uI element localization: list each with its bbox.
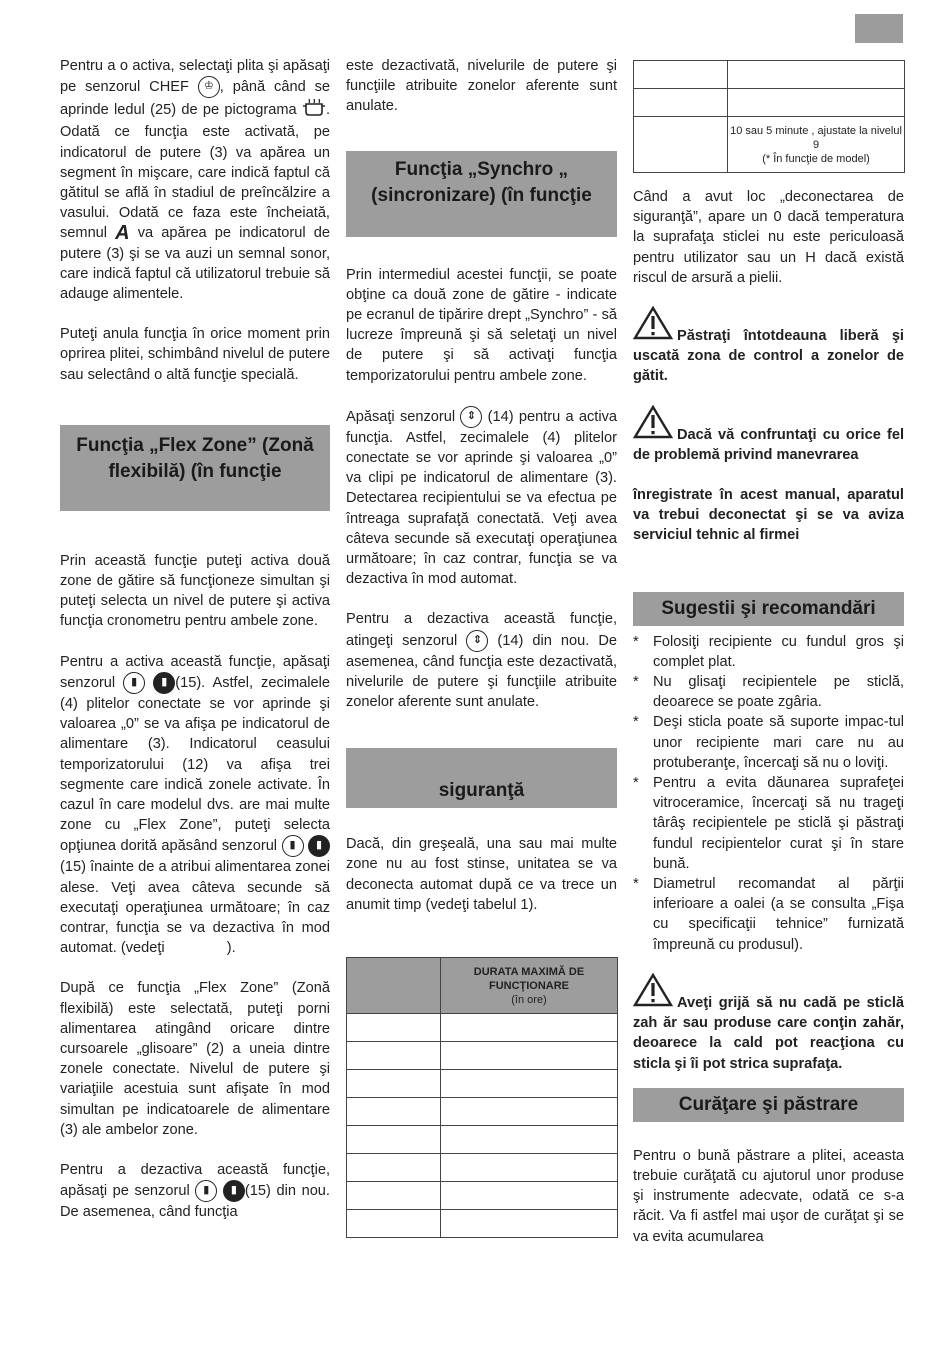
bullet-star: * xyxy=(633,674,639,691)
suggestion-item xyxy=(633,773,904,874)
pot-preheat-icon xyxy=(302,98,326,122)
text-segment: (15) din nou. De asemenea, când funcţia xyxy=(60,1183,330,1221)
table-cell xyxy=(347,1210,441,1238)
table-cell xyxy=(347,1070,441,1098)
synchro-sensor-icon: ⇕ xyxy=(460,406,482,428)
text-segment: va apărea pe indicatorul de putere (3) şi se va auzi un semnal sonor, care indică faptul că utilizatorul trebuie să adauge alimentele. xyxy=(60,225,330,303)
table-cell xyxy=(634,117,728,173)
text-segment: Pentru a dezactiva această funcţie, atingeţi senzorul xyxy=(346,611,617,649)
cancel-function-paragraph: Puteţi anula funcţia în orice moment prin oprirea plitei, schimbând nivelul de putere sau selectând o altă funcţie specială. xyxy=(60,326,330,383)
max-duration-table xyxy=(346,957,618,1238)
table-header-empty xyxy=(347,958,441,1014)
table-note-cell xyxy=(728,117,905,173)
flex-zone-sensor-icon-filled: ▮ xyxy=(223,1180,245,1202)
table-cell xyxy=(441,1210,618,1238)
safety-shutdown-paragraph: Când a avut loc „deconectarea de siguranţă”, apare un 0 dacă temperatura la suprafaţa sticlei nu este periculoasă pentru utilizator sau un H dacă există riscul de arsură a pielii. xyxy=(633,189,904,286)
warning-problem-continued: înregistrate în acest manual, aparatul va trebui deconectat şi se va aviza serviciul tehnic al firmei xyxy=(633,487,904,544)
add-food-symbol: A xyxy=(115,222,130,245)
table-header-duration xyxy=(441,958,618,1014)
synchro-intro-paragraph: Prin intermediul acestei funcţii, se poate obţine ca două zone de gătire - indicate pe ecranul de tipărire drept „Synchro” - să lucreze împreună şi să seletaţi un nivel de putere şi să activaţi funcţia temporizatorului pentru ambele zone. xyxy=(346,266,617,384)
table-cell xyxy=(441,1182,618,1210)
flex-zone-sensor-icon: ▮ xyxy=(282,835,304,857)
table-cell xyxy=(347,1154,441,1182)
suggestions-heading: Sugestii şi recomandări xyxy=(633,592,904,626)
table-cell xyxy=(441,1098,618,1126)
suggestion-text: Diametrul recomandat al părţii inferioare a oalei (a se consulta „Fişa cu specificaţii tehnice” furnizată împreună cu produsul). xyxy=(653,876,904,953)
table-cell xyxy=(441,1154,618,1182)
warning-text: Aveţi grijă să nu cadă pe sticlă zah ăr sau produse care conţin zahăr, deoarece la cald pot reacţiona cu sticla şi îi pot strica suprafaţa. xyxy=(633,994,904,1072)
table-cell xyxy=(441,1126,618,1154)
flex-zone-sensor-icon: ▮ xyxy=(195,1180,217,1202)
text-segment: Pentru a o activa, selectaţi plita şi apăsaţi pe senzorul CHEF xyxy=(60,58,330,96)
suggestion-text: Deşi sticla poate să suporte impac-tul unor recipiente mari care nu au protuberanţe, încercaţi să nu o loviţi. xyxy=(653,714,904,771)
flex-zone-intro-paragraph: Prin această funcţie puteţi activa două zone de gătire să funcţioneze simultan şi puteţi selecta un nivel de putere şi activa funcţia cronometru pentru ambele zone. xyxy=(60,552,330,630)
table-cell xyxy=(441,1042,618,1070)
table-cell xyxy=(728,61,905,89)
suggestions-list xyxy=(633,632,904,955)
synchro-continued-paragraph: este dezactivată, nivelurile de putere şi funcţiile atribuite zonelor aferente sunt anulate. xyxy=(346,58,617,115)
synchro-deactivate-paragraph xyxy=(346,609,617,712)
bullet-star: * xyxy=(633,775,639,792)
text-segment: ). xyxy=(226,940,236,957)
table-cell xyxy=(347,1014,441,1042)
cleaning-heading: Curăţare şi păstrare xyxy=(633,1088,904,1122)
warning-text: Păstraţi întotdeauna liberă şi uscată zona de control a zonelor de gătit. xyxy=(633,328,904,385)
text-segment: Apăsaţi senzorul xyxy=(346,408,461,425)
synchro-heading: Funcţia „Synchro „ (sincronizare) (în funcţie xyxy=(346,151,617,237)
text-segment: (14) din nou. De asemenea, când funcţia este dezactivată, nivelurile de putere şi funcţiile atribuite zonelor aferente sunt anulate. xyxy=(346,632,617,711)
table-cell xyxy=(347,1126,441,1154)
table-cell xyxy=(728,89,905,117)
chef-function-paragraph xyxy=(60,56,330,304)
flex-zone-sensor-icon: ▮ xyxy=(123,672,145,694)
suggestion-text: Nu glisaţi recipientele pe sticlă, deoarece se poate zgâria. xyxy=(653,674,904,711)
flex-zone-power-paragraph: După ce funcţia „Flex Zone” (Zonă flexibilă) este selectată, puteţi porni alimentarea atingând oricare dintre cursoarele „glisoare” (2) a uneia dintre zonele conectate. Nivelul de putere şi variaţiile acestuia sunt afişate în mod simultan pe indicatoarele de alimentare (3) ale ambelor zone. xyxy=(60,980,330,1138)
flex-zone-heading: Funcţia „Flex Zone” (Zonă flexibilă) (în funcţie xyxy=(60,425,330,511)
safety-heading: siguranţă xyxy=(346,748,617,808)
flex-zone-sensor-icon-filled: ▮ xyxy=(308,835,330,857)
bullet-star: * xyxy=(633,876,639,893)
warning-triangle-icon xyxy=(633,405,673,445)
column-middle xyxy=(346,56,617,1238)
flex-zone-sensor-icon-filled: ▮ xyxy=(153,672,175,694)
table-note-model: (* În funcţie de model) xyxy=(762,152,870,165)
page-tab-marker xyxy=(855,14,903,43)
suggestion-item xyxy=(633,712,904,773)
text-segment: . Odată ce funcţia este activată, pe indicatorul de putere (3) va apărea un segment în mişcare, care indică faptul că gătitul se află în stadiul de preîncălzire a vasului. Odată ce faza este încheiată, semnul xyxy=(60,102,330,242)
column-left xyxy=(60,56,330,1222)
text-segment: (15) înainte de a atribui alimentarea zonei alese. Veţi avea câteva secunde să executaţi operaţiunea următoare; în caz contrar, funcţia se va dezactiva în mod automat. (vedeţi xyxy=(60,859,330,957)
synchro-activate-paragraph xyxy=(346,406,617,590)
warning-triangle-icon xyxy=(633,306,673,346)
table-header-unit: (în ore) xyxy=(511,993,547,1006)
chef-sensor-icon: ♔ xyxy=(198,76,220,98)
warning-problem xyxy=(633,405,904,465)
cleaning-paragraph: Pentru o bună păstrare a plitei, aceasta trebuie curăţată cu ajutorul unor produse şi instrumente adecvate, odată ce s-a răcit. Va fi astfel mai uşor de curăţat şi se va evita acumularea xyxy=(633,1147,904,1245)
table-header-label: DURATA MAXIMĂ DE FUNCŢIONARE xyxy=(473,965,585,992)
suggestion-item xyxy=(633,632,904,672)
text-segment: Pentru a activa această funcţie, apăsaţi senzorul xyxy=(60,653,330,691)
flex-zone-deactivate-paragraph xyxy=(60,1160,330,1222)
suggestion-item xyxy=(633,672,904,712)
table-cell xyxy=(441,1070,618,1098)
column-right xyxy=(633,56,904,1247)
text-segment: (15). Astfel, zecimalele (4) plitelor conectate se vor aprinde şi valoarea „0” se va afişa pe indicatorul de alimentare (3). Indicatorul ceasului temporizatorului (12) va afişa trei segmente care indică zonele activate. În cazul în care modelul dvs. are mai multe zone cu „Flex Zone”, puteţi selecta opţiunea dorită apăsând senzorul xyxy=(60,674,330,855)
text-segment: (14) pentru a activa funcţia. Astfel, zecimalele (4) plitelor conectate se vor aprinde şi valoarea „0” va clipi pe indicatorul de alimentare (3). Detectarea recipientului se va efectua pe întreaga suprafaţă conectată. Veţi avea câteva secunde să executaţi operaţiunea următoare; în caz contrar, funcţia se va dezactiva în mod automat. xyxy=(346,408,617,588)
table-cell xyxy=(441,1014,618,1042)
table-cell xyxy=(347,1098,441,1126)
table-cell xyxy=(634,89,728,117)
synchro-sensor-icon: ⇕ xyxy=(466,630,488,652)
warning-text: Dacă vă confruntaţi cu orice fel de problemă privind manevrarea xyxy=(633,426,904,463)
bullet-star: * xyxy=(633,714,639,731)
suggestion-item xyxy=(633,874,904,955)
warning-sugar xyxy=(633,973,904,1074)
table-note: 10 sau 5 minute , ajustate la nivelul 9 xyxy=(730,124,902,151)
suggestion-text: Pentru a evita dăunarea suprafeţei vitroceramice, încercaţi să nu trageţi târâş recipientele pe sticlă şi păstraţi fundul recipientelor curat şi în stare bună. xyxy=(653,775,904,872)
table-cell xyxy=(347,1042,441,1070)
warning-control-zone xyxy=(633,306,904,387)
text-segment: , până când se aprinde ledul (25) de pe pictograma xyxy=(60,79,330,119)
max-duration-table-continued xyxy=(633,60,905,173)
table-cell xyxy=(634,61,728,89)
suggestion-text: Folosiţi recipiente cu fundul gros şi complet plat. xyxy=(653,633,904,670)
text-segment: Pentru a dezactiva această funcţie, apăsaţi pe senzorul xyxy=(60,1161,330,1200)
safety-paragraph: Dacă, din greşeală, una sau mai multe zone nu au fost stinse, unitatea se va deconecta automat după ce va trece un anumit timp (vedeţi tabelul 1). xyxy=(346,836,617,913)
flex-zone-activate-paragraph xyxy=(60,652,330,959)
warning-triangle-icon xyxy=(633,973,673,1013)
bullet-star: * xyxy=(633,633,639,650)
table-cell xyxy=(347,1182,441,1210)
